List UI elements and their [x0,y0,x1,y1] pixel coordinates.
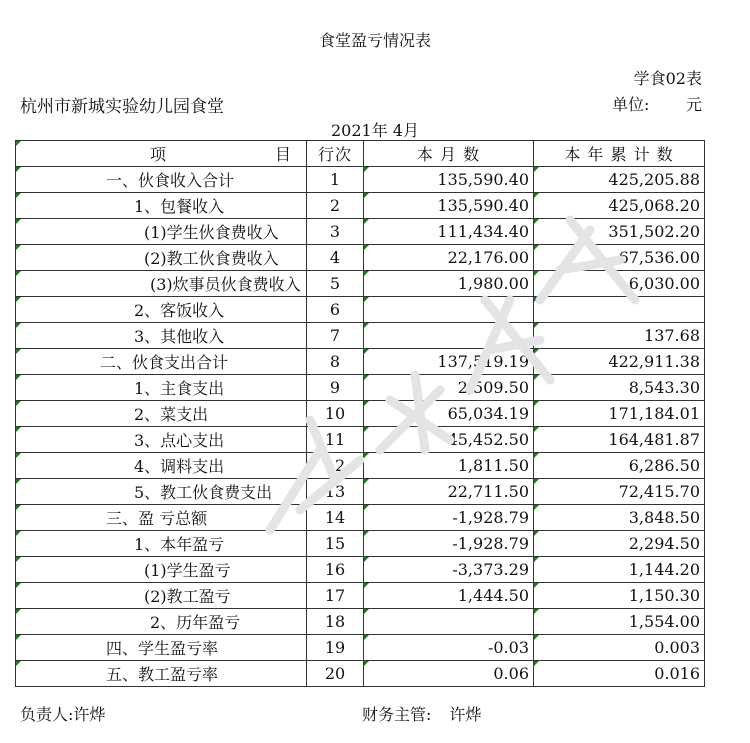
cell-marker-icon [534,427,539,432]
row-month-text: 137,519.19 [437,352,529,371]
row-line [307,557,364,583]
table-row [16,505,705,531]
row-month-text: 0.06 [493,664,529,683]
cell-marker-icon [364,661,369,666]
cell-marker-icon [364,557,369,562]
cell-marker-icon [364,505,369,510]
row-ytd [534,609,705,635]
cell-marker-icon [16,193,21,198]
row-line [307,401,364,427]
form-number: 学食02表 [633,69,702,88]
row-item-text: 3、点心支出 [134,431,225,450]
cell-marker-icon [364,401,369,406]
table-header-row [16,141,705,167]
row-ytd-text: 425,068.20 [608,196,700,215]
table-row [16,531,705,557]
row-month-text: 22,176.00 [447,248,529,267]
row-month [364,401,534,427]
row-ytd-text: 137.68 [644,326,700,345]
row-item [16,193,307,219]
cell-marker-icon [16,557,21,562]
row-item-text: (2)教工盈亏 [144,587,231,606]
row-item-text: 五、教工盈亏率 [106,665,219,684]
row-line-text: 13 [324,482,346,501]
row-item [16,271,307,297]
row-line-text: 18 [324,612,346,631]
cell-marker-icon [16,297,21,302]
row-ytd [534,583,705,609]
row-item-text: 3、其他收入 [134,327,225,346]
row-line-text: 4 [329,248,341,267]
row-ytd-text: 425,205.88 [608,170,700,189]
table-row [16,297,705,323]
cell-marker-icon [534,557,539,562]
row-line [307,271,364,297]
row-line-text: 20 [324,664,346,683]
row-ytd-text: 1,554.00 [628,612,700,631]
row-month-text: -1,928.79 [452,534,529,553]
row-ytd [534,635,705,661]
row-line-text: 19 [324,638,346,657]
table-row [16,557,705,583]
row-line-text: 10 [324,404,346,423]
cell-marker-icon [16,505,21,510]
row-item-text: (3)炊事员伙食费收入 [150,275,301,294]
row-ytd-text: 351,502.20 [608,222,700,241]
row-ytd-text: 2,294.50 [628,534,700,553]
row-month [364,375,534,401]
row-month [364,219,534,245]
organization-name: 杭州市新城实验幼儿园食堂 [20,97,224,117]
cell-marker-icon [534,479,539,484]
row-item-text: (2)教工伙食费收入 [144,249,279,268]
cell-marker-icon [364,453,369,458]
cell-marker-icon [534,219,539,224]
cell-marker-icon [534,245,539,250]
table-row [16,479,705,505]
table-row [16,323,705,349]
table-row [16,661,705,687]
row-ytd-text: 164,481.87 [608,430,700,449]
row-line-text: 5 [329,274,341,293]
cell-marker-icon [534,271,539,276]
row-item-text: (1)学生伙食费收入 [144,223,279,242]
row-line [307,453,364,479]
row-ytd-text: 72,415.70 [618,482,700,501]
row-month-text: 45,452.50 [447,430,529,449]
row-month [364,349,534,375]
row-month-text: -3,373.29 [452,560,529,579]
table-row [16,219,705,245]
row-ytd-text: 171,184.01 [608,404,700,423]
row-item-text: 一、伙食收入合计 [106,171,235,190]
row-ytd-text: 67,536.00 [618,248,700,267]
header-item-left: 项 [150,145,168,164]
cell-marker-icon [534,661,539,666]
cell-marker-icon [16,401,21,406]
unit-label [612,92,703,115]
cell-marker-icon [16,609,21,614]
profit-loss-table [15,140,705,687]
cell-marker-icon [16,323,21,328]
row-item-text: 2、历年盈亏 [150,613,241,632]
row-ytd [534,661,705,687]
table-row [16,271,705,297]
row-month-text: 1,811.50 [457,456,529,475]
row-ytd [534,297,705,323]
row-item [16,219,307,245]
row-month-text: 1,980.00 [457,274,529,293]
cell-marker-icon [534,583,539,588]
cell-marker-icon [16,219,21,224]
row-line [307,297,364,323]
row-line-text: 11 [324,430,346,449]
row-ytd [534,427,705,453]
row-month [364,245,534,271]
cell-marker-icon [534,531,539,536]
header-month: 本 月 数 [364,141,534,167]
cell-marker-icon [16,453,21,458]
row-ytd [534,219,705,245]
row-ytd-text: 6,030.00 [628,274,700,293]
row-item [16,427,307,453]
row-item-text: 二、伙食支出合计 [100,353,229,372]
table-row [16,245,705,271]
row-line-text: 15 [324,534,346,553]
cell-marker-icon [16,141,21,146]
table-row [16,609,705,635]
row-line-text: 17 [324,586,346,605]
cell-marker-icon [364,635,369,640]
cell-marker-icon [16,531,21,536]
row-month [364,323,534,349]
row-line [307,349,364,375]
row-ytd [534,531,705,557]
table-row [16,167,705,193]
cell-marker-icon [534,505,539,510]
row-item-text: 三、盈 亏总额 [106,509,208,528]
cell-marker-icon [534,323,539,328]
cell-marker-icon [16,349,21,354]
cell-marker-icon [534,609,539,614]
row-item [16,505,307,531]
cell-marker-icon [16,635,21,640]
row-item [16,375,307,401]
row-line-text: 16 [324,560,346,579]
row-month-text: 111,434.40 [437,222,529,241]
row-item [16,297,307,323]
row-line-text: 9 [329,378,341,397]
table-body [16,167,705,687]
cell-marker-icon [364,609,369,614]
cell-marker-icon [364,271,369,276]
row-month-text: 65,034.19 [447,404,529,423]
row-line [307,661,364,687]
row-month [364,583,534,609]
row-line [307,427,364,453]
row-ytd-text: 8,543.30 [628,378,700,397]
row-month [364,505,534,531]
row-line-text: 1 [329,170,341,189]
cell-marker-icon [364,323,369,328]
header-item [16,141,307,167]
row-month [364,609,534,635]
row-ytd [534,323,705,349]
table-row [16,453,705,479]
row-ytd-text: 1,144.20 [628,560,700,579]
row-line [307,609,364,635]
row-item-text: (1)学生盈亏 [144,561,231,580]
row-item [16,323,307,349]
row-ytd-text: 1,150.30 [628,586,700,605]
row-month-text: 135,590.40 [437,170,529,189]
finance-supervisor-label: 财务主管: [362,705,432,724]
row-line-text: 6 [329,300,341,319]
row-month [364,193,534,219]
row-item [16,453,307,479]
row-ytd [534,167,705,193]
table-row [16,635,705,661]
row-ytd-text: 0.016 [654,664,700,683]
cell-marker-icon [534,635,539,640]
row-item-text: 5、教工伙食费支出 [134,483,273,502]
row-item [16,557,307,583]
row-ytd [534,349,705,375]
table-row [16,427,705,453]
row-ytd-text: 6,286.50 [628,456,700,475]
row-item-text: 2、客饭收入 [134,301,225,320]
row-item [16,401,307,427]
table-row [16,401,705,427]
row-month [364,271,534,297]
row-ytd-text: 0.003 [654,638,700,657]
row-ytd [534,557,705,583]
row-item-text: 1、主食支出 [134,379,225,398]
cell-marker-icon [364,479,369,484]
cell-marker-icon [364,193,369,198]
row-item-text: 4、调料支出 [134,457,225,476]
row-item [16,635,307,661]
row-line-text: 7 [329,326,341,345]
row-item [16,661,307,687]
row-item [16,479,307,505]
row-line [307,375,364,401]
row-month [364,453,534,479]
table-row [16,375,705,401]
unit-label-text: 单位: [612,95,650,114]
row-line-text: 8 [329,352,341,371]
row-line [307,245,364,271]
report-period: 2021年 4月 [331,121,419,140]
row-month-text: 2,509.50 [457,378,529,397]
row-month-text: -0.03 [487,638,529,657]
cell-marker-icon [16,375,21,380]
header-item-right: 目 [274,145,292,164]
unit-value: 元 [686,95,703,114]
cell-marker-icon [534,349,539,354]
cell-marker-icon [16,583,21,588]
row-item [16,245,307,271]
row-month [364,635,534,661]
row-month-text: -1,928.79 [452,508,529,527]
row-month [364,661,534,687]
row-month-text: 22,711.50 [447,482,529,501]
cell-marker-icon [364,349,369,354]
row-month [364,557,534,583]
cell-marker-icon [534,375,539,380]
cell-marker-icon [364,297,369,302]
cell-marker-icon [534,401,539,406]
row-line-text: 2 [329,196,341,215]
cell-marker-icon [534,193,539,198]
cell-marker-icon [16,271,21,276]
row-month [364,167,534,193]
finance-supervisor [362,702,481,725]
finance-supervisor-name: 许烨 [449,705,482,724]
row-month-text: 135,590.40 [437,196,529,215]
row-item [16,609,307,635]
row-item-text: 2、菜支出 [134,405,209,424]
row-ytd [534,479,705,505]
cell-marker-icon [364,219,369,224]
row-item-text: 1、包餐收入 [134,197,225,216]
row-ytd [534,401,705,427]
cell-marker-icon [364,245,369,250]
cell-marker-icon [534,167,539,172]
row-line [307,583,364,609]
row-ytd [534,453,705,479]
row-ytd [534,505,705,531]
header-ytd: 本 年 累 计 数 [534,141,705,167]
cell-marker-icon [16,661,21,666]
table-row [16,349,705,375]
row-item [16,349,307,375]
table-row [16,583,705,609]
row-line [307,323,364,349]
row-line [307,531,364,557]
cell-marker-icon [364,375,369,380]
row-line-text: 14 [324,508,346,527]
cell-marker-icon [364,531,369,536]
row-ytd [534,245,705,271]
cell-marker-icon [16,245,21,250]
row-ytd-text: 422,911.38 [608,352,700,371]
row-line [307,219,364,245]
cell-marker-icon [364,583,369,588]
report-title: 食堂盈亏情况表 [318,31,431,50]
row-ytd [534,193,705,219]
row-item-text: 1、本年盈亏 [134,535,225,554]
cell-marker-icon [364,427,369,432]
cell-marker-icon [364,167,369,172]
row-month [364,297,534,323]
cell-marker-icon [534,297,539,302]
row-line [307,505,364,531]
row-line [307,167,364,193]
row-ytd [534,271,705,297]
cell-marker-icon [16,427,21,432]
row-month [364,427,534,453]
cell-marker-icon [16,479,21,484]
row-line-text: 3 [329,222,341,241]
row-ytd-text: 3,848.50 [628,508,700,527]
row-month-text: 1,444.50 [457,586,529,605]
cell-marker-icon [534,453,539,458]
row-line-text: 12 [324,456,346,475]
row-line [307,635,364,661]
responsible-person: 负责人:许烨 [20,705,106,724]
row-item [16,167,307,193]
row-line [307,193,364,219]
table-row [16,193,705,219]
row-item-text: 四、学生盈亏率 [106,639,219,658]
row-month [364,479,534,505]
row-month [364,531,534,557]
cell-marker-icon [16,167,21,172]
header-line: 行次 [307,141,364,167]
row-ytd [534,375,705,401]
row-item [16,531,307,557]
row-item [16,583,307,609]
row-line [307,479,364,505]
